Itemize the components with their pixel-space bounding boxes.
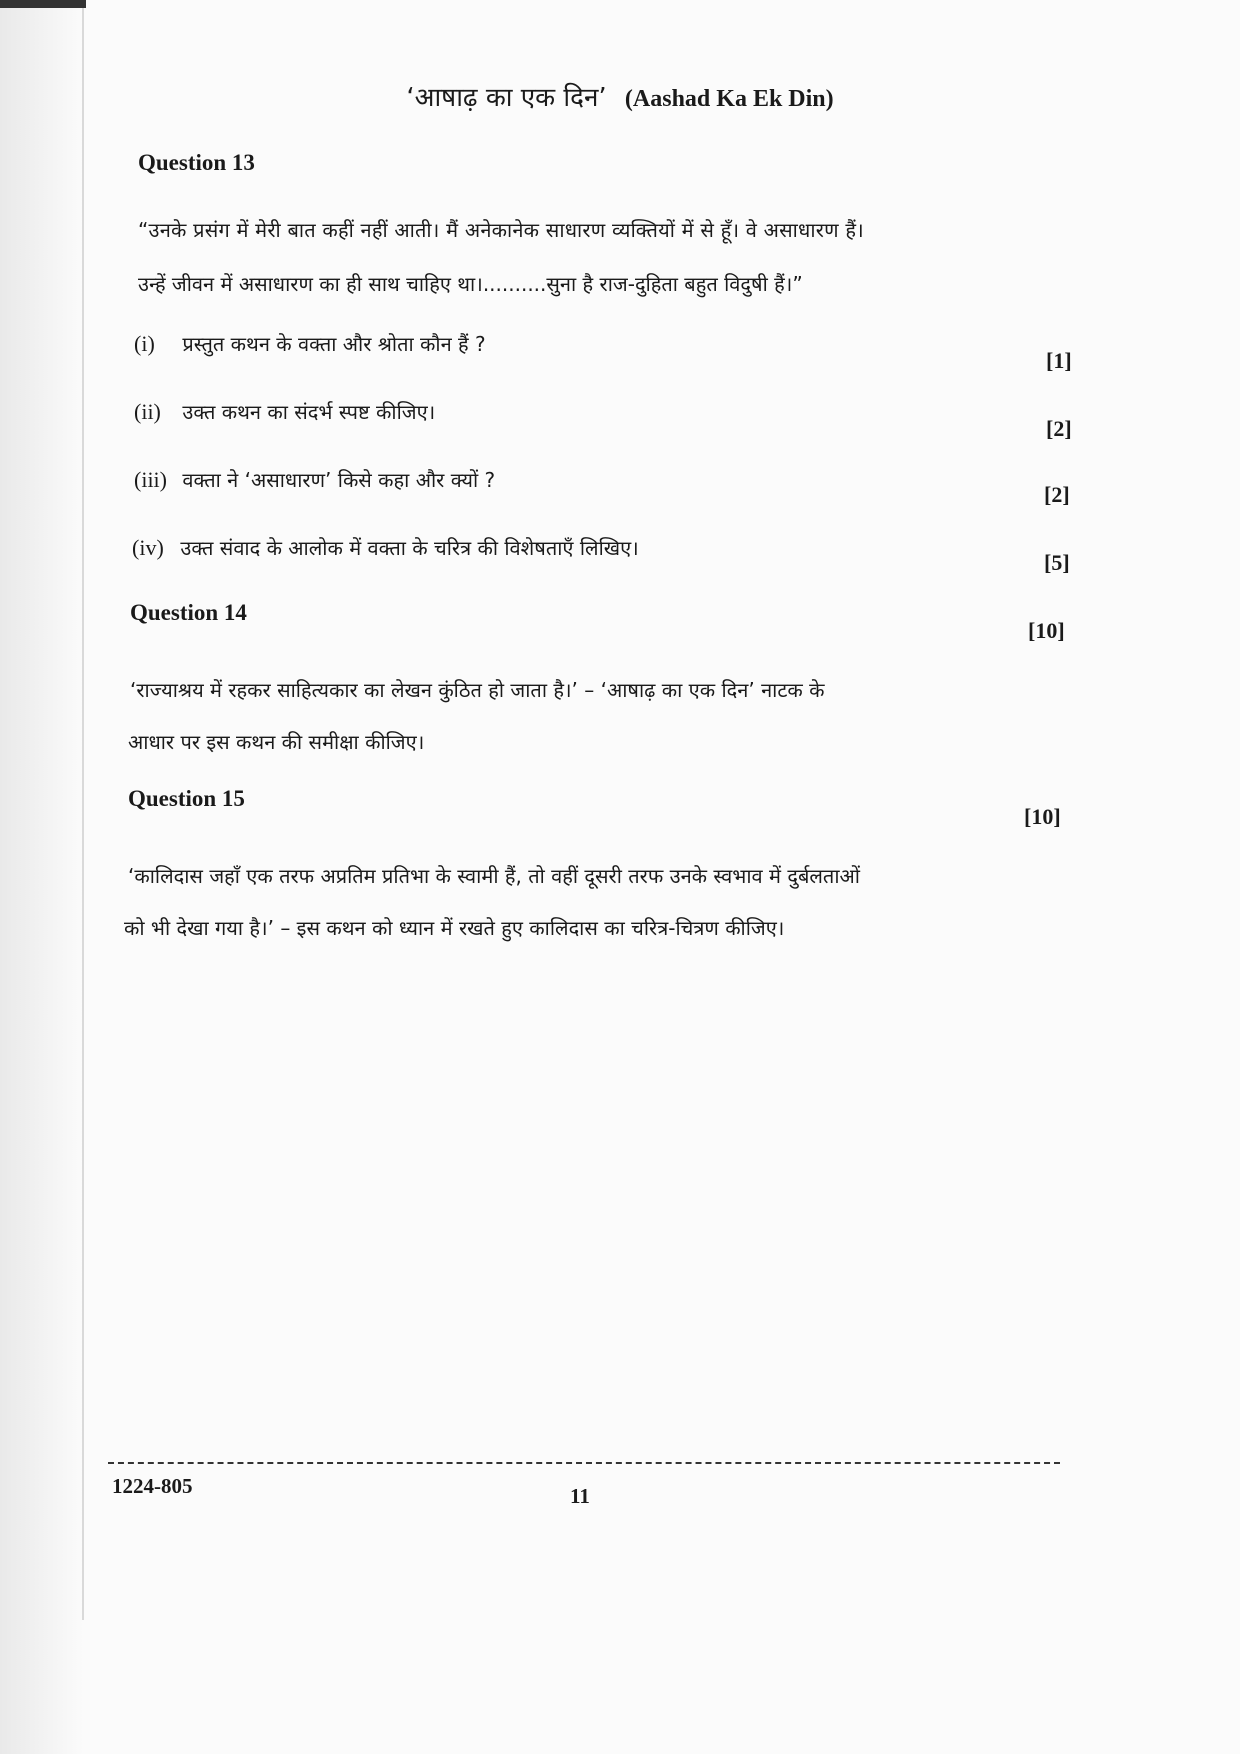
- question-14-marks: [10]: [1028, 618, 1065, 643]
- question-15-marks: [10]: [1024, 804, 1061, 829]
- q13-passage-line1: “उनके प्रसंग में मेरी बात कहीं नहीं आती। मैं अनेकानेक साधारण व्यक्तियों में से हूँ। वे असाधारण हैं।: [138, 218, 864, 242]
- scan-corner-mark: [0, 0, 86, 8]
- q13-item-iv-marks: [5]: [1044, 550, 1070, 575]
- title-hindi: ‘आषाढ़ का एक दिन’: [406, 83, 607, 113]
- footer-paper-code: 1224-805: [112, 1474, 193, 1498]
- page-edge: [82, 0, 84, 1620]
- q13-item-i-number: (i): [134, 331, 155, 356]
- q14-line1: ‘राज्याश्रय में रहकर साहित्यकार का लेखन कुंठित हो जाता है।’ – ‘आषाढ़ का एक दिन’ नाटक के: [130, 678, 825, 702]
- q13-item-iii-text: वक्ता ने ‘असाधारण’ किसे कहा और क्यों ?: [182, 468, 496, 492]
- q13-item-iv-text: उक्त संवाद के आलोक में वक्ता के चरित्र की विशेषताएँ लिखिए।: [180, 536, 639, 560]
- q13-passage-line2: उन्हें जीवन में असाधारण का ही साथ चाहिए था।..........सुना है राज-दुहिता बहुत विदुषी हैं।”: [138, 272, 803, 296]
- page-shadow: [0, 0, 84, 1754]
- q14-line2: आधार पर इस कथन की समीक्षा कीजिए।: [128, 730, 425, 754]
- title-english: (Aashad Ka Ek Din): [624, 86, 834, 112]
- q13-item-i: [134, 330, 486, 357]
- footer-page-number: 11: [570, 1484, 590, 1508]
- question-13-heading: Question 13: [138, 150, 255, 175]
- q13-item-iii-marks: [2]: [1044, 482, 1070, 507]
- question-15-heading: Question 15: [128, 786, 245, 811]
- q13-item-ii-marks: [2]: [1046, 416, 1072, 441]
- q13-item-ii-number: (ii): [134, 399, 161, 424]
- footer-dashed-rule: [108, 1462, 1060, 1464]
- q13-item-i-text: प्रस्तुत कथन के वक्ता और श्रोता कौन हैं ?: [182, 332, 486, 356]
- q13-item-ii-text: उक्त कथन का संदर्भ स्पष्ट कीजिए।: [182, 400, 436, 424]
- q15-line1: ‘कालिदास जहाँ एक तरफ अप्रतिम प्रतिभा के स्वामी हैं, तो वहीं दूसरी तरफ उनके स्वभाव में दुर्बलताओं: [128, 864, 860, 888]
- q13-item-iii-number: (iii): [134, 467, 167, 492]
- page-title: [0, 78, 1240, 114]
- q13-item-ii: [134, 398, 435, 425]
- q13-item-iv: [132, 534, 639, 561]
- q15-line2: को भी देखा गया है।’ – इस कथन को ध्यान में रखते हुए कालिदास का चरित्र-चित्रण कीजिए।: [124, 916, 785, 940]
- question-14-heading: Question 14: [130, 600, 247, 625]
- q13-item-iii: [134, 466, 495, 493]
- q13-item-iv-number: (iv): [132, 535, 164, 560]
- q13-item-i-marks: [1]: [1046, 348, 1072, 373]
